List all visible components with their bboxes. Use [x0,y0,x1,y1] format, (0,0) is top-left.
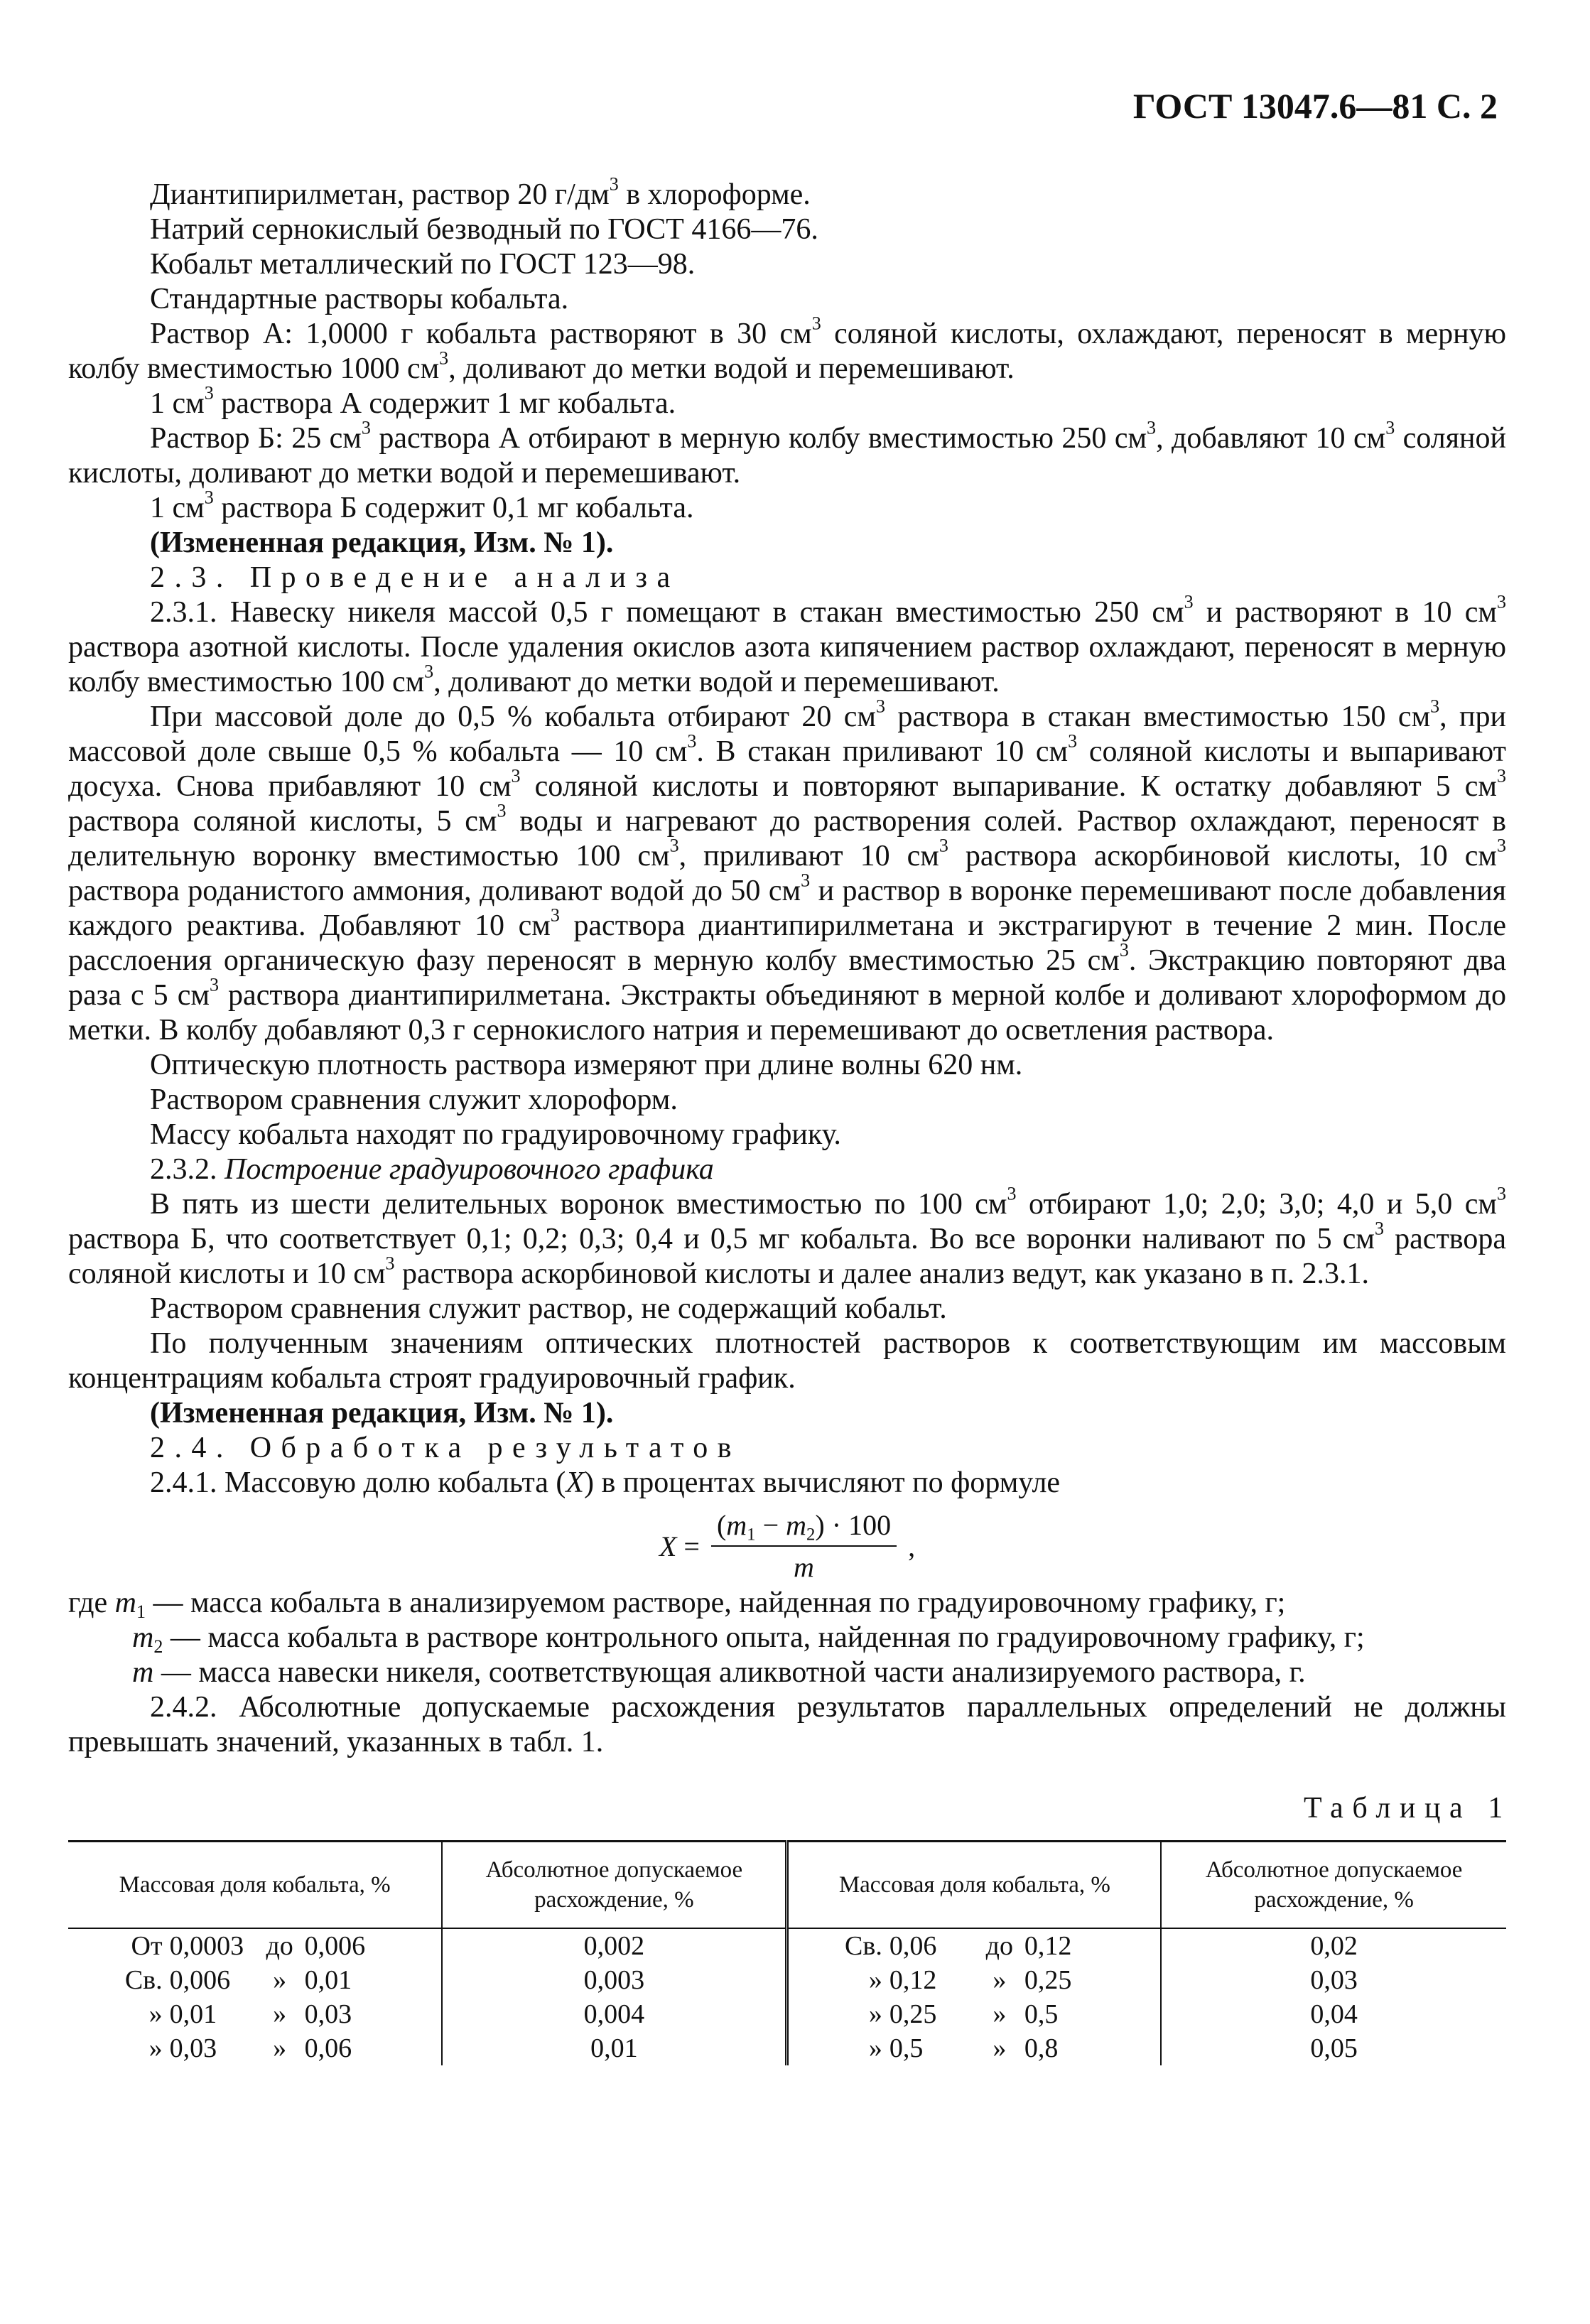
variable: m [132,1656,154,1689]
range-part: 0,25 [1024,1965,1072,1995]
table-row [68,2031,1506,2065]
superscript: 3 [385,1253,395,1274]
table-header-cell: Массовая доля кобальта, % [68,1842,442,1929]
tolerance-value: 0,02 [1310,1931,1358,1961]
paragraph: Оптическую плотность раствора измеряют при длине волны 620 нм. [150,1049,1023,1081]
text-run: Раствор А: 1,0000 г кобальта растворяют в 30 см [150,318,812,350]
range-group [840,2033,1110,2064]
variable-definitions [68,1586,1506,1690]
subscript: 2 [153,1636,163,1657]
superscript: 3 [1374,1218,1384,1239]
text-run: Раствор Б: 25 см [150,422,362,455]
range-cell [68,1928,442,1963]
superscript: 3 [1119,939,1129,961]
tolerance-value: 0,004 [442,1997,787,2031]
superscript: 3 [1385,417,1395,438]
text-run: где [68,1587,115,1619]
range-group [120,1964,390,1996]
range-part: 0,01 [304,1965,352,1995]
paren: ( [716,1509,727,1541]
section-heading: 2.3. Проведение анализа [150,561,680,594]
formula-expression [659,1508,915,1584]
superscript: 3 [876,696,886,717]
range-cell [787,1963,1161,1997]
text-run: соляной кислоты, охлаждают, переносят в мерную колбу вместимостью 1000 см [68,318,1506,385]
formula-denominator: m [794,1551,814,1583]
paragraph [68,382,1506,421]
range-part: » [993,2033,1007,2063]
superscript: 3 [1496,835,1506,856]
text-run: 2.3.2. [150,1153,225,1186]
subscript: 1 [747,1525,756,1545]
minus-sign: − [755,1509,786,1541]
range-part: 0,8 [1024,2033,1059,2063]
paragraph: Стандартные растворы кобальта. [150,283,569,315]
paragraph [68,487,1506,526]
text-run: — масса кобальта в анализируемом растворе, найденная по градуировочному графику, г; [146,1587,1286,1619]
text-run: воды и нагревают до растворения солей. Раствор охлаждают, переносят в делительную воронку вместимостью 100 см [68,805,1506,872]
text-run: раствора диантипирилметана. Экстракты объединяют в мерной колбе и доливают хлороформом до метки. В колбу добавляют 0,3 г сернокислого натрия и перемешивают до осветления раствора. [68,979,1506,1047]
definition-m1 [68,1586,1506,1621]
superscript: 3 [511,765,521,787]
text-run: соляной кислоты, доливают до метки водой и перемешивают. [68,422,1506,490]
text-run: раствора роданистого аммония, доливают водой до 50 см [68,875,801,907]
text-run: . Экстракцию повторяют два раза с 5 см [68,944,1506,1012]
text-run: 2.3.1. Навеску никеля массой 0,5 г помещают в стакан вместимостью 250 см [150,596,1184,629]
table-row [68,1928,1506,1963]
range-part: 0,12 [889,1965,937,1995]
superscript: 3 [550,904,560,926]
subscript: 1 [136,1601,146,1622]
superscript: 3 [424,661,434,682]
range-part: 0,03 [169,2033,217,2063]
text-run: — масса навески никеля, соответствующая аликвотной части анализируемого раствора, г. [153,1656,1306,1689]
superscript: 3 [939,835,948,856]
subsection-title: Построение градуировочного графика [225,1153,714,1186]
superscript: 3 [361,417,371,438]
tolerance-value: 0,002 [442,1928,787,1963]
text-run: отбирают 1,0; 2,0; 3,0; 4,0 и 5,0 см [1016,1188,1497,1221]
range-part: до [985,1931,1014,1961]
table-header-cell: Абсолютное допускаемое расхождение, % [442,1842,787,1929]
range-part: » [993,1999,1007,2029]
range-part: » [868,1999,882,2029]
paragraph: 2.4.2. Абсолютные допускаемые расхождения результатов параллельных определений не должны превышать значений, указанных в табл. 1. [68,1691,1506,1758]
text-run: , при массовой доле свыше 0,5 % кобальта — 10 см [68,701,1506,768]
subsection-heading [68,1152,1506,1187]
text-run: раствора соляной кислоты, 5 см [68,805,497,838]
range-group [120,1999,390,2030]
superscript: 3 [1430,696,1440,717]
range-group [840,1999,1110,2030]
table-header-cell: Массовая доля кобальта, % [787,1842,1161,1929]
tolerance-value: 0,04 [1310,1999,1358,2029]
superscript: 3 [1496,591,1506,612]
text-run: раствора азотной кислоты. После удаления окислов азота кипячением раствор охлаждают, переносят в мерную колбу вместимостью 100 см [68,631,1506,698]
formula [68,1508,1506,1584]
range-part: » [273,2033,287,2063]
range-part: 0,006 [169,1965,231,1995]
range-part: Св. [845,1931,882,1961]
table-header-cell: Абсолютное допускаемое расхождение, % [1161,1842,1506,1929]
formula-block [68,1501,1506,1586]
text-run: раствора А содержит 1 мг кобальта. [213,387,676,420]
formula-fraction [711,1508,897,1584]
text-run: , доливают до метки водой и перемешивают. [433,666,1000,698]
range-part: » [148,1999,163,2029]
superscript: 3 [1496,1183,1506,1204]
range-part: » [148,2033,163,2063]
range-part: » [868,2033,882,2063]
formula-comma: , [901,1530,916,1562]
table-head [68,1842,1506,1929]
superscript: 3 [1147,417,1157,438]
text-run: раствора А отбирают в мерную колбу вместимостью 250 см [370,422,1147,455]
superscript: 3 [687,730,697,752]
text-run: раствора аскорбиновой кислоты, 10 см [948,840,1497,872]
range-part: 0,5 [889,2033,924,2063]
text-run: и растворяют в 10 см [1193,596,1497,629]
text-run: раствора соляной кислоты и 10 см [68,1223,1506,1290]
range-cell [68,2031,442,2065]
edit-note: (Измененная редакция, Изм. № 1). [150,1397,614,1429]
var-m2: m [786,1509,807,1541]
range-part: 0,25 [889,1999,937,2029]
text-run: в хлороформе. [618,178,811,211]
variable: X [566,1466,585,1499]
definition-m2 [68,1621,1506,1655]
paragraph [68,313,1506,387]
text-run: 2.4.1. Массовую долю кобальта ( [150,1466,566,1499]
table-title: Таблица 1 [1303,1792,1512,1825]
paragraph: Раствором сравнения служит раствор, не содержащий кобальт. [150,1292,947,1325]
formula-numerator [711,1508,897,1547]
tolerance-value: 0,01 [442,2031,787,2065]
range-part: » [868,1965,882,1995]
range-part: » [993,1965,1007,1995]
paragraph [68,1183,1506,1292]
variable: m [114,1587,136,1619]
tolerance-value: 0,03 [1310,1965,1358,1995]
text-run: и раствор в воронке перемешивают после добавления каждого реактива. Добавляют 10 см [68,875,1507,942]
range-part: 0,5 [1024,1999,1059,2029]
text-run: , приливают 10 см [678,840,939,872]
paragraph [68,1466,1506,1501]
paragraph: По полученным значениям оптических плотностей растворов к соответствующим им массовым концентрациям кобальта строят градуировочный график. [68,1327,1506,1395]
superscript: 3 [1068,730,1078,752]
text-run: раствора Б содержит 0,1 мг кобальта. [213,492,694,524]
paragraph [68,591,1506,700]
text-run: В пять из шести делительных воронок вместимостью по 100 см [150,1188,1007,1221]
text-run: 1 см [150,492,205,524]
range-part: 0,06 [889,1931,937,1961]
variable: m [132,1621,154,1654]
superscript: 3 [204,382,214,404]
range-part: 0,06 [304,2033,352,2063]
text-run: 1 см [150,387,205,420]
superscript: 3 [439,347,449,369]
range-cell [787,2031,1161,2065]
tolerance-table [68,1840,1506,2065]
superscript: 3 [209,974,219,995]
range-part: » [273,1965,287,1995]
range-cell [68,1997,442,2031]
range-part: От [131,1931,163,1961]
range-part: 0,01 [169,1999,217,2029]
paragraph [68,696,1507,1048]
paragraph: Массу кобальта находят по градуировочному графику. [150,1118,841,1151]
range-cell [787,1928,1161,1963]
page-header: ГОСТ 13047.6—81 С. 2 [1132,86,1498,126]
range-part: 0,12 [1024,1931,1072,1961]
superscript: 3 [609,173,619,195]
text-run: Диантипирилметан, раствор 20 г/дм [150,178,610,211]
superscript: 3 [1184,591,1194,612]
range-part: 0,0003 [169,1931,244,1961]
range-group [120,1930,390,1962]
paragraph [68,173,1506,212]
superscript: 3 [497,800,507,821]
range-part: до [266,1931,293,1961]
document-body [68,173,1512,2065]
table-body [68,1928,1506,2065]
range-cell [68,1963,442,1997]
table-row [68,1963,1506,1997]
tolerance-value: 0,05 [1310,2033,1358,2063]
tolerance-value: 0,003 [442,1963,787,1997]
superscript: 3 [801,870,811,891]
text-run: раствора аскорбиновой кислоты и далее анализ ведут, как указано в п. 2.3.1. [394,1258,1370,1290]
text-run: ) в процентах вычисляют по формуле [584,1466,1061,1499]
range-part: 0,03 [304,1999,352,2029]
subscript: 2 [806,1525,816,1545]
var-m1: m [726,1509,747,1541]
superscript: 3 [1497,765,1507,787]
table-row [68,1997,1506,2031]
paragraph: Кобальт металлический по ГОСТ 123—98. [150,248,696,281]
text-run: — масса кобальта в растворе контрольного опыта, найденная по градуировочному графику, г; [163,1621,1365,1654]
edit-note: (Измененная редакция, Изм. № 1). [150,526,614,559]
range-part: » [273,1999,287,2029]
formula-equals: = [676,1530,707,1562]
range-cell [787,1997,1161,2031]
numerator-tail: ) · 100 [815,1509,892,1541]
definition-m [68,1655,1506,1690]
range-group [120,2033,390,2064]
text-run: раствора диантипирилметана и экстрагируют в течение 2 мин. После расслоения органическую фазу переносят в мерную колбу вместимостью 25 см [68,909,1507,977]
text-run: соляной кислоты и повторяют выпаривание. К остатку добавляют 5 см [520,770,1497,803]
table-header-row [68,1842,1506,1929]
section-heading: 2.4. Обработка результатов [150,1432,741,1464]
superscript: 3 [204,487,214,508]
text-run: соляной кислоты и выпаривают досуха. Снова прибавляют 10 см [68,735,1506,803]
range-part: 0,006 [304,1931,366,1961]
paragraph [68,417,1506,491]
superscript: 3 [811,313,821,334]
range-part: Св. [124,1965,163,1995]
text-run: раствора Б, что соответствует 0,1; 0,2; 0,3; 0,4 и 0,5 мг кобальта. Во все воронки наливают по 5 см [68,1223,1375,1255]
text-run: При массовой доле до 0,5 % кобальта отбирают 20 см [150,701,876,733]
text-run: раствора в стакан вместимостью 150 см [885,701,1431,733]
paragraph: Раствором сравнения служит хлороформ. [150,1083,678,1116]
range-group [840,1964,1110,1996]
superscript: 3 [1007,1183,1017,1204]
formula-lhs: X [659,1530,677,1562]
superscript: 3 [669,835,679,856]
paragraph: Натрий сернокислый безводный по ГОСТ 4166—76. [150,213,818,246]
text-run: . В стакан приливают 10 см [696,735,1069,768]
range-group [840,1930,1110,1962]
text-run: , добавляют 10 см [1156,422,1386,455]
text-run: , доливают до метки водой и перемешивают. [448,352,1015,385]
